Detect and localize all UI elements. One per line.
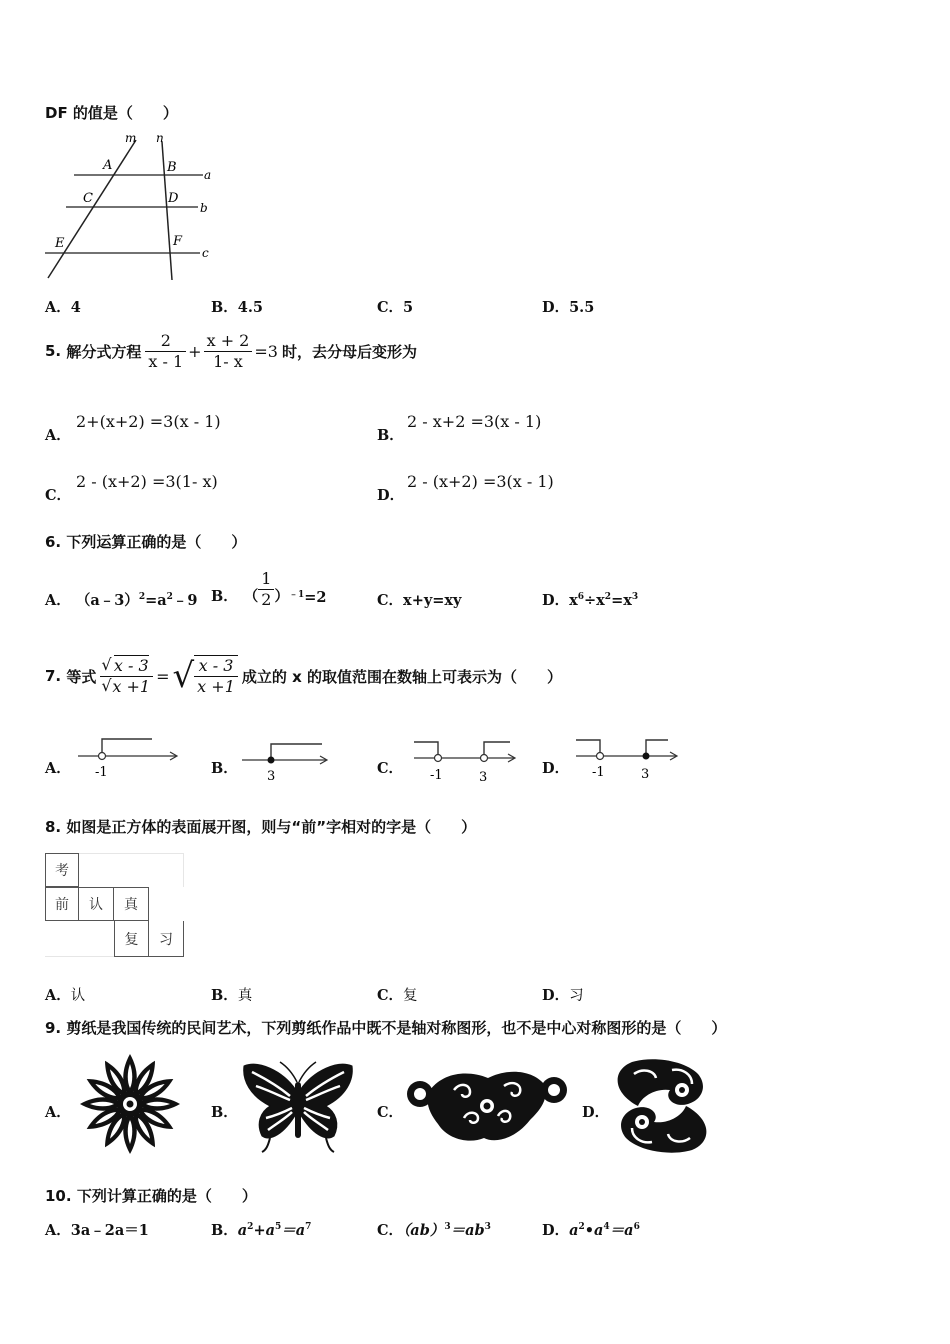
parallel-lines-figure: [40, 128, 220, 283]
svg-text:-1: -1: [592, 765, 605, 780]
q5-option-d-letter[interactable]: D．: [377, 487, 405, 504]
q4-stem: DF 的值是（ ）: [45, 104, 178, 122]
q9-option-b[interactable]: B．: [211, 1104, 238, 1121]
q10-option-d[interactable]: D．$a^2•a^4=a^6$: [542, 1222, 640, 1239]
net-cell-ren: 认: [79, 887, 114, 921]
q10-option-b[interactable]: B．$a^2+a^5=a^7$: [211, 1222, 312, 1239]
q10-option-c[interactable]: C．$(ab)^3=ab^3$: [377, 1222, 491, 1239]
net-cell-zhen: 真: [114, 887, 149, 921]
q8-option-b[interactable]: B．真: [211, 987, 253, 1004]
label-D: D: [168, 191, 179, 206]
q9-option-d[interactable]: D．: [582, 1104, 610, 1121]
svg-text:-1: -1: [95, 765, 108, 780]
q4-option-b[interactable]: B．4.5: [211, 299, 263, 316]
papercut-butterfly-icon: [240, 1060, 356, 1154]
q5-option-c-letter[interactable]: C．: [45, 487, 72, 504]
q6-option-d[interactable]: D．$x^6\div x^2=x^3$: [542, 592, 639, 609]
q9-option-a[interactable]: A．: [45, 1104, 71, 1121]
net-cell-qian: 前: [45, 887, 79, 921]
label-c: c: [202, 246, 209, 260]
net-cell-fu: 复: [114, 921, 149, 957]
q6-option-c[interactable]: C．x+y=xy: [377, 592, 462, 609]
q9-option-c[interactable]: C．: [377, 1104, 404, 1121]
label-b: b: [200, 201, 208, 215]
papercut-floral-icon: [612, 1056, 712, 1156]
label-C: C: [83, 191, 93, 206]
net-faint-border: [79, 853, 184, 887]
q6-option-a[interactable]: A． $(a﹣3)^2=a^2﹣9$: [45, 592, 198, 609]
svg-text:-1: -1: [430, 768, 443, 783]
q8-stem: 8. 如图是正方体的表面展开图，则与“前”字相对的字是（ ）: [45, 818, 477, 836]
q7-rhs-radical: √ $\frac{x - 3}{x +1}$: [173, 655, 238, 697]
label-a: a: [204, 168, 212, 182]
q7-option-b[interactable]: B．: [211, 760, 238, 777]
q5-option-b-expr: 2 - x+2 =3(x - 1): [407, 412, 542, 431]
net-cell-xi: 习: [149, 921, 184, 957]
q5-option-a-letter[interactable]: A．: [45, 427, 71, 444]
label-n: n: [156, 131, 164, 145]
q8-option-d[interactable]: D．习: [542, 987, 584, 1004]
q4-option-a[interactable]: A．4: [45, 299, 81, 316]
label-E: E: [55, 236, 65, 251]
label-A: A: [103, 158, 113, 173]
number-line-d: [572, 736, 687, 784]
number-line-c: [410, 738, 525, 786]
q8-option-a[interactable]: A．认: [45, 987, 86, 1004]
q6-stem: 6. 下列运算正确的是（ ）: [45, 533, 247, 551]
q4-option-c[interactable]: C．5: [377, 299, 414, 316]
q7-stem: 7. 等式 √ x - 3 √ x +1 = √ $\frac{x - 3}{x +1}$ 成立的 x 的取值范围在数轴上可表示为（ ）: [45, 654, 562, 696]
q10-stem: 10. 下列计算正确的是（ ）: [45, 1187, 257, 1205]
svg-text:3: 3: [267, 769, 276, 784]
label-F: F: [173, 234, 183, 249]
q5-fraction-2: $\frac{x + 2}{1- x}$: [204, 331, 253, 372]
cube-net: [45, 853, 187, 959]
label-B: B: [167, 160, 177, 175]
svg-text:3: 3: [641, 767, 650, 782]
q5-stem: 5. 解分式方程 $\frac{2}{x - 1}$ + $\frac{x + 2}{1- x}$ =3 时，去分母后变形为: [45, 330, 417, 371]
q4-option-d[interactable]: D．5.5: [542, 299, 595, 316]
number-line-a: [76, 734, 186, 784]
q7-lhs-fraction: √ x - 3 √ x +1: [100, 656, 153, 697]
label-m: m: [125, 131, 137, 145]
q5-option-c-expr: 2 - (x+2) =3(1- x): [76, 472, 218, 491]
q6-option-b[interactable]: B． （ $\frac{1}{2}$ ） ﹣1 =2: [211, 568, 327, 609]
q5-fraction-1: $\frac{2}{x - 1}$: [145, 331, 186, 372]
q5-option-d-expr: 2 - (x+2) =3(x - 1): [407, 472, 554, 491]
sqrt-icon: √: [101, 675, 112, 695]
q7-option-d[interactable]: D．: [542, 760, 570, 777]
sqrt-icon: √: [172, 656, 195, 696]
q9-stem: 9. 剪纸是我国传统的民间艺术，下列剪纸作品中既不是轴对称图形，也不是中心对称图形的是（ ）: [45, 1019, 727, 1037]
q6-fraction: $\frac{1}{2}$: [258, 569, 274, 610]
q7-option-c[interactable]: C．: [377, 760, 404, 777]
papercut-scroll-icon: [404, 1066, 570, 1146]
q5-option-b-letter[interactable]: B．: [377, 427, 404, 444]
papercut-flower-icon: [78, 1052, 182, 1156]
net-cell-kao: 考: [45, 853, 79, 887]
net-faint-border: [45, 921, 114, 957]
q7-option-a[interactable]: A．: [45, 760, 71, 777]
number-line-b: [240, 740, 340, 785]
q5-option-a-expr: 2+(x+2) =3(x - 1): [76, 412, 221, 431]
svg-text:3: 3: [479, 770, 488, 785]
q10-option-a[interactable]: A．3a﹣2a＝1: [45, 1222, 149, 1239]
q8-option-c[interactable]: C．复: [377, 987, 418, 1004]
sqrt-icon: √: [101, 654, 112, 674]
